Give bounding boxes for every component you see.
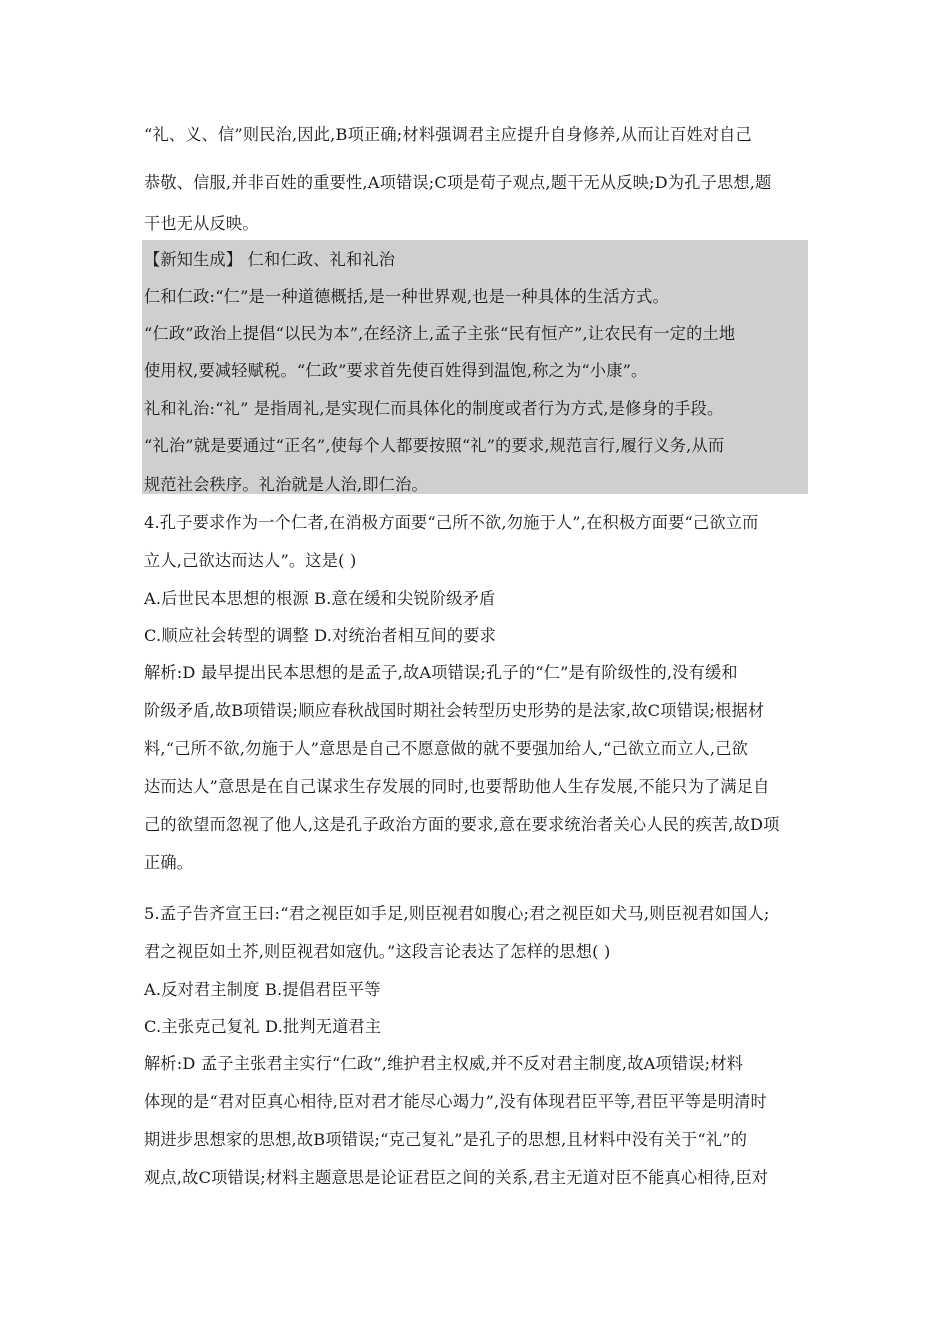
q5-analysis: 观点,故C项错误;材料主题意思是论证君臣之间的关系,君主无道对臣不能真心相待,臣对	[144, 1168, 769, 1187]
intro-line: 干也无从反映。	[144, 214, 259, 233]
q4-stem: 立人,己欲达而达人”。这是( )	[144, 551, 357, 570]
q4-option: A.后世民本思想的根源 B.意在缓和尖锐阶级矛盾	[144, 589, 496, 608]
q5-analysis: 期进步思想家的思想,故B项错误;“克己复礼”是孔子的思想,且材料中没有关于“礼”的	[144, 1130, 748, 1149]
knowledge-line: “礼治”就是要通过“正名”,使每个人都要按照“礼”的要求,规范言行,履行义务,从而	[144, 436, 725, 455]
q4-analysis: 达而达人”意思是在自己谋求生存发展的同时,也要帮助他人生存发展,不能只为了满足自	[144, 777, 770, 796]
q4-stem: 4.孔子要求作为一个仁者,在消极方面要“己所不欲,勿施于人”,在积极方面要“己欲立而	[144, 513, 759, 532]
q4-analysis: 料,“己所不欲,勿施于人”意思是自己不愿意做的就不要强加给人,“己欲立而立人,己欲	[144, 739, 748, 758]
q4-analysis: 正确。	[144, 853, 194, 872]
knowledge-line: 礼和礼治:“礼” 是指周礼,是实现仁而具体化的制度或者行为方式,是修身的手段。	[144, 399, 724, 418]
intro-line: “礼、义、信”则民治,因此,B项正确;材料强调君主应提升自身修养,从而让百姓对自己	[144, 125, 752, 144]
knowledge-line: 仁和仁政:“仁”是一种道德概括,是一种世界观,也是一种具体的生活方式。	[144, 287, 669, 306]
q5-stem: 5.孟子告齐宣王曰:“君之视臣如手足,则臣视君如腹心;君之视臣如犬马,则臣视君如国人;	[144, 904, 770, 923]
intro-line: 恭敬、信服,并非百姓的重要性,A项错误;C项是荀子观点,题干无从反映;D为孔子思想,题	[144, 173, 772, 192]
q5-analysis: 解析:D 孟子主张君主实行“仁政”,维护君主权威,并不反对君主制度,故A项错误;材料	[144, 1054, 744, 1073]
knowledge-line: “仁政”政治上提倡“以民为本”,在经济上,孟子主张“民有恒产”,让农民有一定的土地	[144, 324, 736, 343]
q4-analysis: 己的欲望而忽视了他人,这是孔子政治方面的要求,意在要求统治者关心人民的疾苦,故D项	[144, 815, 780, 834]
knowledge-heading: 【新知生成】 仁和仁政、礼和礼治	[144, 250, 396, 269]
q5-analysis: 体现的是“君对臣真心相待,臣对君才能尽心竭力”,没有体现君臣平等,君臣平等是明清时	[144, 1092, 767, 1111]
knowledge-line: 规范社会秩序。礼治就是人治,即仁治。	[144, 475, 428, 494]
q4-analysis: 解析:D 最早提出民本思想的是孟子,故A项错误;孔子的“仁”是有阶级性的,没有缓和	[144, 663, 738, 682]
q4-option: C.顺应社会转型的调整 D.对统治者相互间的要求	[144, 626, 497, 645]
q5-option: A.反对君主制度 B.提倡君臣平等	[144, 980, 381, 999]
q5-option: C.主张克己复礼 D.批判无道君主	[144, 1017, 382, 1036]
q5-stem: 君之视臣如土芥,则臣视君如寇仇。”这段言论表达了怎样的思想( )	[144, 942, 611, 961]
q4-analysis: 阶级矛盾,故B项错误;顺应春秋战国时期社会转型历史形势的是法家,故C项错误;根据材	[144, 701, 765, 720]
knowledge-line: 使用权,要减轻赋税。“仁政”要求首先使百姓得到温饱,称之为“小康”。	[144, 361, 648, 380]
